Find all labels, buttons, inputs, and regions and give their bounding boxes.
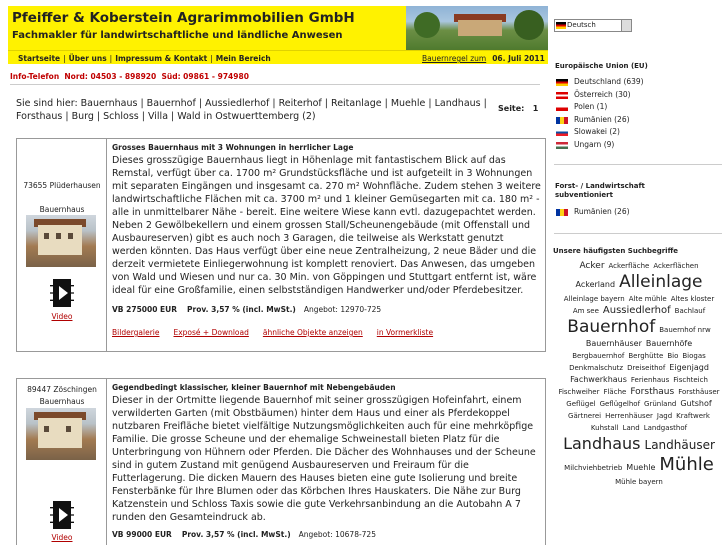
listing-price: VB 99000 EUR bbox=[112, 530, 172, 539]
country-label: Rumänien (26) bbox=[574, 207, 630, 216]
listing-photo[interactable] bbox=[26, 408, 96, 460]
nav-bar bbox=[8, 50, 548, 64]
search-tag[interactable]: Forsthaus bbox=[630, 387, 675, 397]
current-date: 06. Juli 2011 bbox=[492, 54, 545, 63]
country-link[interactable] bbox=[556, 126, 644, 139]
country-label: Rumänien (26) bbox=[574, 114, 630, 124]
search-tag[interactable]: Gutshof bbox=[680, 399, 712, 408]
flag-icon bbox=[556, 117, 568, 124]
listing-description: Dieser in der Ortmitte liegende Bauernhof mit seiner grosszügigen Hofeinfahrt, einem verwilderten Garten (mit Obstbäumen) hinter dem Haus und einer als Pferdekoppel nutzbaren Freifläche bietet vielfältige Nutzungsmöglichkeiten auch für eine mehrköpfige Familie. Die grosse Scheune und der ehemalige Schweinestall bieten Platz für die Unterbringung von Hühnern oder Pferden. Die Dächer des Wohnhauses und der Scheune sind in gutem Zustand mit genügend Ausbaureserven und Freiraum für die Futterlagerung. Die dicken Mauern des Hauses bieten eine gute Isolierung und breite Fensterbänke für Ihre Blumen oder das Körbchen Ihres Hauskaters. Die Nähe zur Burg Katzenstein und Schloss Taxis sowie die gute Verkehrsanbindung an die Autobahn A 7 runden den Gesamteindruck ab. bbox=[112, 395, 536, 523]
video-play-icon[interactable] bbox=[50, 279, 74, 307]
search-tag[interactable]: Fischteich bbox=[673, 376, 708, 384]
forst-heading: Forst- / Landwirtschaft subventioniert bbox=[555, 182, 645, 199]
nav-startseite[interactable]: Startseite bbox=[18, 54, 61, 63]
expose-download-link[interactable]: Exposé + Download bbox=[173, 328, 249, 337]
country-link[interactable] bbox=[556, 206, 630, 219]
gallery-link[interactable]: Bildergalerie bbox=[112, 328, 160, 337]
search-tag[interactable]: Geflügel bbox=[566, 400, 596, 408]
search-tag[interactable]: Bergbauernhof bbox=[572, 352, 625, 360]
country-label: Österreich (30) bbox=[574, 89, 631, 99]
sidebar bbox=[548, 0, 727, 545]
search-tag[interactable]: Milchviehbetrieb bbox=[564, 464, 623, 472]
country-label: Deutschland (639) bbox=[574, 77, 644, 86]
listing-offer-id: Angebot: 10678-725 bbox=[298, 530, 376, 539]
video-link[interactable]: Video bbox=[51, 533, 73, 542]
flag-icon bbox=[556, 129, 568, 136]
listing-body bbox=[108, 139, 545, 351]
search-tag[interactable]: Acker bbox=[579, 261, 605, 271]
search-tag[interactable]: Mühle bbox=[659, 454, 714, 475]
listing-card bbox=[16, 138, 546, 352]
divider bbox=[10, 84, 540, 85]
date-box bbox=[422, 54, 545, 63]
main-nav: Startseite | Über uns | Impressum & Kontakt | Mein Bereich bbox=[18, 54, 271, 63]
site-title[interactable]: Pfeiffer & Koberstein Agrarimmobilien GmbH bbox=[12, 10, 355, 26]
nav-impressum[interactable]: Impressum & Kontakt bbox=[115, 54, 208, 63]
search-tag[interactable]: Forsthäuser bbox=[678, 388, 720, 396]
search-tag[interactable]: Gärtnerei bbox=[568, 412, 602, 420]
language-selected: Deutsch bbox=[567, 21, 596, 29]
search-tag[interactable]: Bauernhöfe bbox=[645, 339, 693, 348]
search-tag[interactable]: Landgasthof bbox=[643, 424, 688, 432]
divider bbox=[554, 164, 722, 165]
search-tag[interactable]: Ackerland bbox=[575, 280, 616, 289]
tag-cloud bbox=[556, 260, 722, 488]
listing-provision: Prov. 3,57 % (incl. MwSt.) bbox=[187, 305, 296, 314]
language-select[interactable] bbox=[554, 19, 632, 32]
header-farm-photo bbox=[406, 6, 548, 50]
search-tag[interactable]: Alte mühle bbox=[628, 295, 667, 303]
listing-type: Bauernhaus bbox=[39, 205, 85, 214]
listing-card bbox=[16, 378, 546, 545]
page-indicator: Seite: 1 bbox=[498, 104, 539, 113]
search-tag[interactable]: Biogas bbox=[682, 352, 706, 360]
site-subtitle: Fachmakler für landwirtschaftliche und ländliche Anwesen bbox=[12, 30, 343, 41]
video-link[interactable]: Video bbox=[51, 312, 73, 321]
info-phone: Info-Telefon Nord: 04503 - 898920 Süd: 09861 - 974980 bbox=[10, 72, 249, 81]
listing-type: Bauernhaus bbox=[39, 397, 85, 406]
search-tag[interactable]: Land bbox=[622, 424, 640, 432]
flag-icon bbox=[556, 104, 568, 111]
search-tag[interactable]: Geflügelhof bbox=[599, 400, 641, 408]
listing-price-row bbox=[112, 305, 541, 314]
search-tag[interactable]: Aussiedlerhof bbox=[602, 305, 671, 316]
search-tag[interactable]: Am see bbox=[572, 307, 599, 315]
listing-photo[interactable] bbox=[26, 215, 96, 267]
search-tag[interactable]: Jagd bbox=[656, 412, 673, 420]
forst-country-list bbox=[556, 206, 630, 219]
breadcrumb: Sie sind hier: Bauernhaus | Bauernhof | Aussiedlerhof | Reiterhof | Reitanlage | Muehle | Landhaus | Forsthaus | Burg | Schloss | Villa | Wald in Ostwuerttemberg (2) bbox=[16, 98, 487, 122]
bauernregel-link[interactable]: Bauernregel zum bbox=[422, 54, 487, 63]
add-to-watchlist-link[interactable]: in Vormerkliste bbox=[376, 328, 434, 337]
search-tag[interactable]: Eigenjagd bbox=[669, 363, 709, 372]
search-tag[interactable]: Kuhstall bbox=[590, 424, 619, 432]
search-tag[interactable]: Landhäuser bbox=[644, 438, 715, 452]
listing-location: 89447 Zöschingen bbox=[27, 385, 97, 394]
search-tag[interactable]: Bauernhof bbox=[567, 317, 656, 337]
listing-location: 73655 Plüderhausen bbox=[23, 181, 101, 190]
divider bbox=[554, 233, 722, 234]
search-tag[interactable]: Muehle bbox=[626, 463, 656, 472]
search-tag[interactable]: Herrenhäuser bbox=[605, 412, 653, 420]
search-tag[interactable]: Bachlauf bbox=[674, 307, 706, 315]
search-tag[interactable]: Ackerflächen bbox=[653, 262, 699, 270]
flag-icon bbox=[556, 209, 568, 216]
flag-icon bbox=[556, 142, 568, 149]
search-tag[interactable]: Altes kloster bbox=[670, 295, 715, 303]
listing-price-row bbox=[112, 530, 541, 539]
country-label: Slowakei (2) bbox=[574, 127, 620, 136]
search-tag[interactable]: Bio bbox=[667, 352, 679, 360]
search-tag[interactable]: Mühle bayern bbox=[615, 478, 663, 486]
country-link[interactable] bbox=[556, 114, 644, 127]
search-tag[interactable]: Ackerfläche bbox=[608, 262, 650, 270]
country-label: Ungarn (9) bbox=[574, 139, 615, 149]
nav-ueber-uns[interactable]: Über uns bbox=[68, 54, 107, 63]
country-link[interactable] bbox=[556, 101, 644, 114]
eu-country-list bbox=[556, 76, 644, 151]
search-tag[interactable]: Landhaus bbox=[563, 434, 641, 453]
listing-offer-id: Angebot: 12970-725 bbox=[303, 305, 382, 314]
search-tag[interactable]: Fachwerkhaus bbox=[570, 375, 627, 384]
search-tag[interactable]: Fläche bbox=[603, 388, 627, 396]
listing-thumb-column bbox=[17, 139, 107, 351]
country-link[interactable] bbox=[556, 89, 644, 102]
search-tag[interactable]: Dreiseithof bbox=[627, 364, 666, 372]
listing-thumb-column bbox=[17, 379, 107, 545]
listing-provision: Prov. 3,57 % (incl. MwSt.) bbox=[181, 530, 291, 539]
cloud-heading: Unsere häufigsten Suchbegriffe bbox=[553, 247, 678, 255]
listing-links bbox=[112, 328, 541, 337]
listing-title[interactable]: Grosses Bauernhaus mit 3 Wohnungen in herrlicher Lage bbox=[112, 143, 354, 152]
listing-description: Dieses grosszügige Bauernhaus liegt in Höhenlage mit fantastischem Blick auf das Remstal, verfügt über ca. 1700 m² Grundstücksfläche und ist aufgeteilt in 3 Wohnungen mit separaten Eingängen und insgesamt ca. 270 m² Wohnfläche. Zudem stehen 3 weitere landwirtschaftliche Flächen mit ca. 3700 m² und 1 kleiner Gemüsegarten mit ca. 180 m² - alle in unmittelbarer Nähe - bereit. Eine weitere Wiese kann evtl. dazugepachtet werden. Neben 2 Gewölbekellern und einem grossen Stall/Scheunengebäude (mit Offenstall und Ausbaureserven) gibt es auch noch 3 Garagen, die teilweise als Werkstatt genutzt werden könnten. Das Haus verfügt über eine neue Zentralheizung, 2 neue Bäder und die derzeit vermietete Einliegerwohnung ist komplett renoviert. Das Anwesen, das umgeben von Wald und Wiesen und nur ca. 30 Min. von Göppingen und Stuttgart entfernt ist, wäre ideal für eine Großfamilie, einen selbstständigen Handwerker und/oder Pferdebesitzer. bbox=[112, 155, 541, 296]
country-link[interactable] bbox=[556, 139, 644, 152]
search-tag[interactable]: Bauernhof nrw bbox=[659, 326, 711, 334]
search-tag[interactable]: Ferienhaus bbox=[630, 376, 670, 384]
german-flag-icon bbox=[556, 22, 566, 29]
search-tag[interactable]: Berghütte bbox=[628, 352, 664, 360]
chevron-down-icon[interactable] bbox=[621, 20, 631, 31]
search-tag[interactable]: Fischweiher bbox=[558, 388, 600, 396]
similar-objects-link[interactable]: ähnliche Objekte anzeigen bbox=[262, 328, 363, 337]
search-tag[interactable]: Alleinlage bbox=[619, 272, 703, 292]
eu-heading: Europäische Union (EU) bbox=[555, 62, 648, 70]
nav-mein-bereich[interactable]: Mein Bereich bbox=[215, 54, 271, 63]
listing-body bbox=[108, 379, 545, 545]
search-tag[interactable]: Kraftwerk bbox=[676, 412, 710, 420]
search-tag[interactable]: Grünland bbox=[644, 400, 677, 408]
video-play-icon[interactable] bbox=[50, 501, 74, 529]
country-link[interactable] bbox=[556, 76, 644, 89]
search-tag[interactable]: Alleinlage bayern bbox=[563, 295, 625, 303]
flag-icon bbox=[556, 92, 568, 99]
flag-icon bbox=[556, 79, 568, 86]
search-tag[interactable]: Bauernhäuser bbox=[585, 339, 642, 348]
listing-price: VB 275000 EUR bbox=[112, 305, 178, 314]
search-tag[interactable]: Denkmalschutz bbox=[569, 364, 624, 372]
listing-title[interactable]: Gegendbedingt klassischer, kleiner Bauernhof mit Nebengebäuden bbox=[112, 383, 396, 392]
country-label: Polen (1) bbox=[574, 102, 608, 111]
